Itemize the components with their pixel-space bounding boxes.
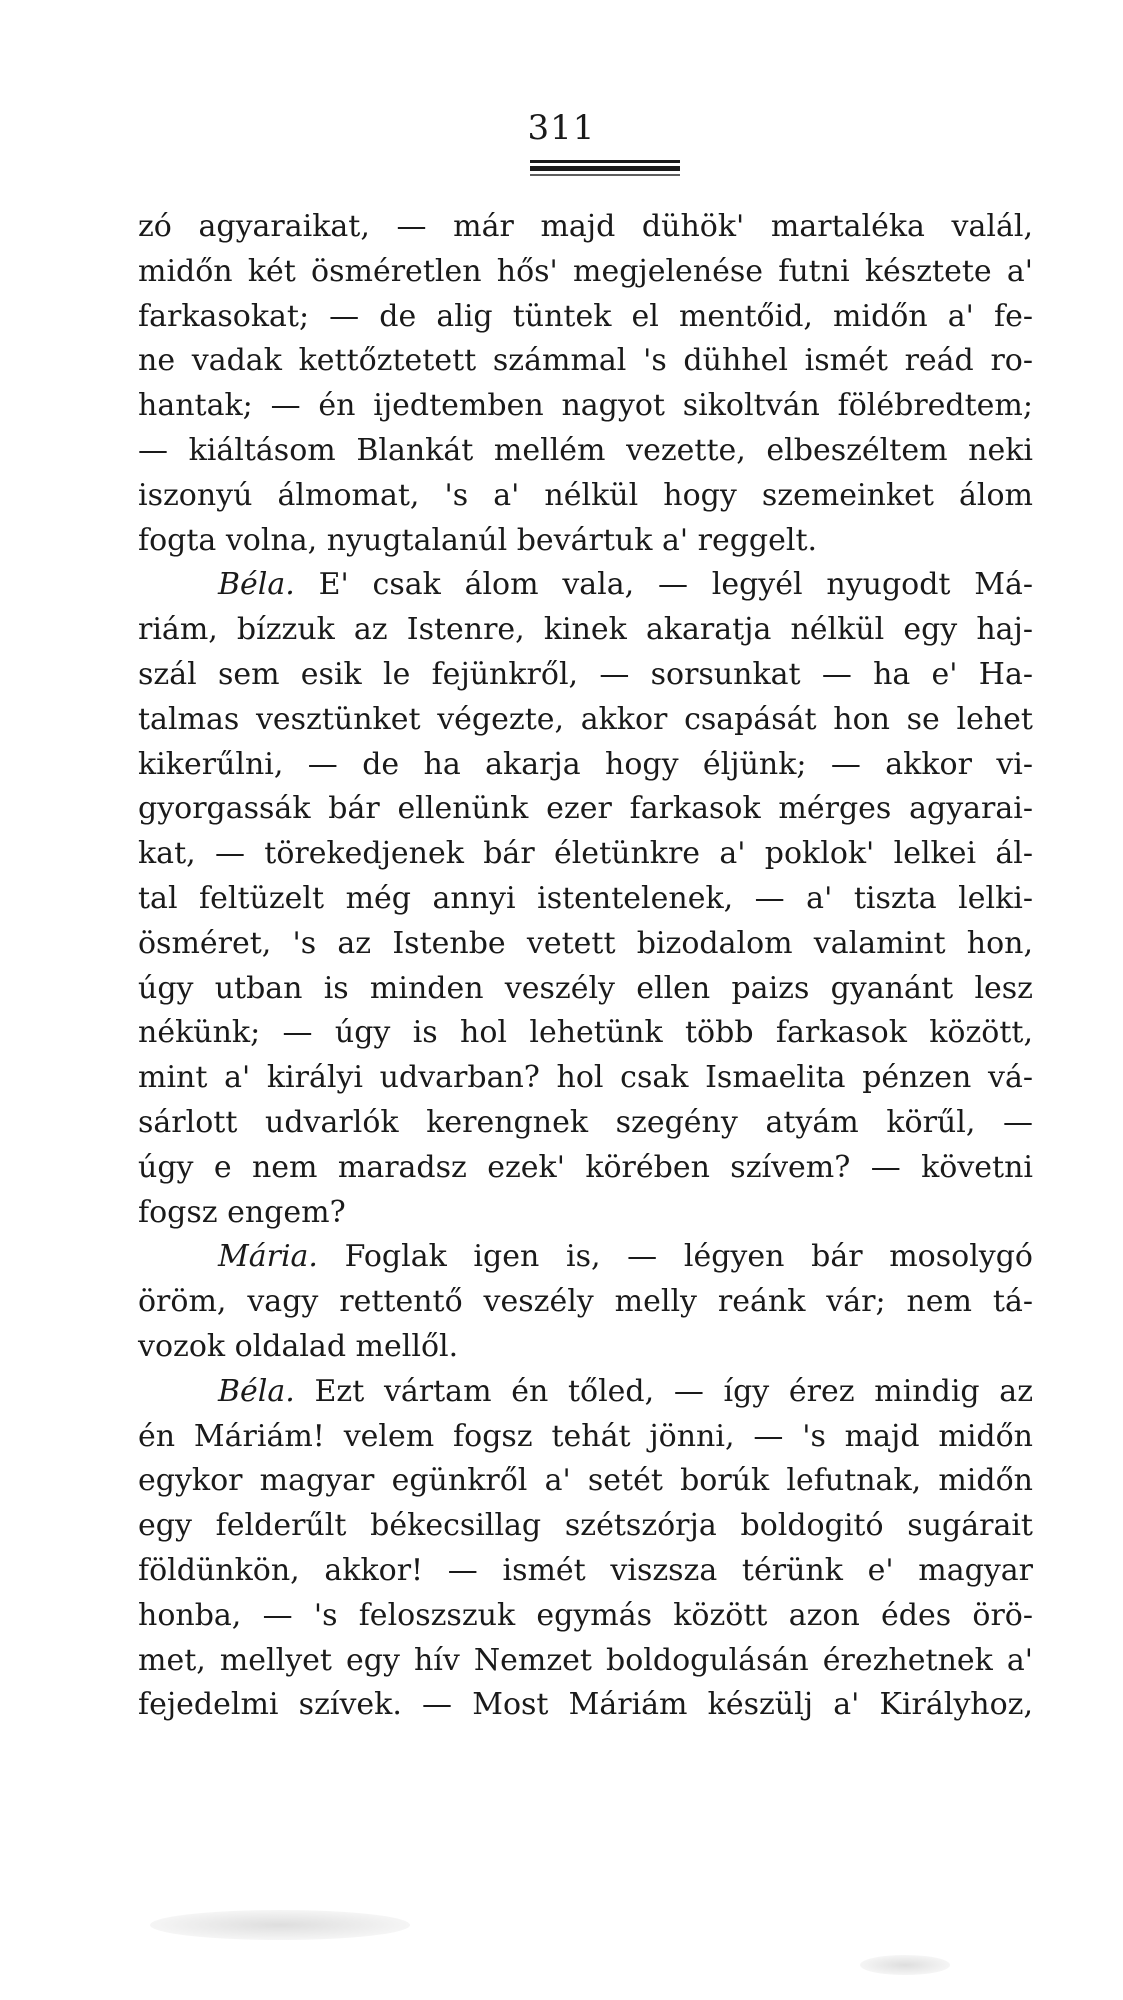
speaker-name: Béla. [218, 1373, 295, 1409]
text-line: egy felderűlt békecsillag szétszórja boldogitó sugárait [138, 1508, 1033, 1544]
header-rule [530, 160, 680, 163]
page-number: 311 [527, 108, 596, 148]
text-line: fejedelmi szívek. — Most Máriám készülj a' Királyhoz, [138, 1687, 1033, 1723]
dialogue-first-line [138, 563, 1033, 608]
text-line: talmas vesztünket végezte, akkor csapását hon se lehet [138, 701, 1033, 737]
header-rule [530, 174, 680, 176]
text-line: úgy utban is minden veszély ellen paizs gyanánt lesz [138, 970, 1033, 1006]
text-line: vozok oldalad mellől. [138, 1328, 459, 1364]
text-line: met, mellyet egy hív Nemzet boldogulásán érezhetnek a' [138, 1642, 1033, 1678]
text-line: úgy e nem maradsz ezek' körében szívem? — követni [138, 1149, 1033, 1185]
text-line: kat, — törekedjenek bár életünkre a' poklok' lelkei ál- [138, 836, 1033, 872]
paper-stain [150, 1910, 410, 1940]
text-line: hantak; — én ijedtemben nagyot sikoltván fölébredtem; [138, 388, 1033, 424]
speaker-name: Mária. [218, 1239, 318, 1275]
text-line: farkasokat; — de alig tüntek el mentőid, midőn a' fe- [138, 298, 1033, 334]
text-line: ne vadak kettőztetett számmal 's dühhel ismét reád ro- [138, 343, 1033, 379]
dialogue-first-line [138, 1235, 1033, 1280]
text-line: honba, — 's feloszszuk egymás között azon édes örö- [138, 1597, 1033, 1633]
text-line: szál sem esik le fejünkről, — sorsunkat — ha e' Ha- [138, 656, 1033, 692]
text-line: fogta volna, nyugtalanúl bevártuk a' reggelt. [138, 522, 818, 558]
dialogue-text: Ezt vártam én tőled, — így érez mindig az [314, 1373, 1033, 1409]
dialogue-first-line [138, 1370, 1033, 1415]
text-line: mint a' királyi udvarban? hol csak Ismaelita pénzen vá- [138, 1060, 1033, 1096]
text-line: sárlott udvarlók kerengnek szegény atyám körűl, — [138, 1104, 1033, 1140]
text-line: egykor magyar egünkről a' setét borúk lefutnak, midőn [138, 1463, 1033, 1499]
text-line: iszonyú álmomat, 's a' nélkül hogy szemeinket álom [138, 477, 1033, 513]
speaker-name: Béla. [218, 567, 295, 603]
text-line: nékünk; — úgy is hol lehetünk több farkasok között, [138, 1015, 1033, 1051]
text-line: én Máriám! velem fogsz tehát jönni, — 's majd midőn [138, 1418, 1033, 1454]
paper-stain [860, 1955, 950, 1975]
text-line: gyorgassák bár ellenünk ezer farkasok mérges agyarai- [138, 791, 1033, 827]
text-line: öröm, vagy rettentő veszély melly reánk vár; nem tá- [138, 1284, 1033, 1320]
text-line: midőn két ösméretlen hős' megjelenése futni késztete a' [138, 253, 1033, 289]
header-rule [530, 166, 680, 171]
text-line: zó agyaraikat, — már majd dühök' martaléka valál, [138, 209, 1033, 244]
text-line: ösméret, 's az Istenbe vetett bizodalom valamint hon, [138, 925, 1033, 961]
text-line: tal feltüzelt még annyi istentelenek, — a' tiszta lelki- [138, 880, 1033, 916]
text-line: — kiáltásom Blankát mellém vezette, elbeszéltem neki [138, 432, 1033, 468]
dialogue-text: Foglak igen is, — légyen bár mosolygó [344, 1239, 1033, 1275]
text-line: kikerűlni, — de ha akarja hogy éljünk; — akkor vi- [138, 746, 1033, 782]
text-line: földünkön, akkor! — ismét viszsza térünk e' magyar [138, 1552, 1033, 1588]
text-line: fogsz engem? [138, 1194, 346, 1230]
body-text [138, 205, 1033, 1728]
text-line: riám, bízzuk az Istenre, kinek akaratja nélkül egy haj- [138, 612, 1033, 648]
dialogue-text: E' csak álom vala, — legyél nyugodt Má- [318, 567, 1033, 603]
